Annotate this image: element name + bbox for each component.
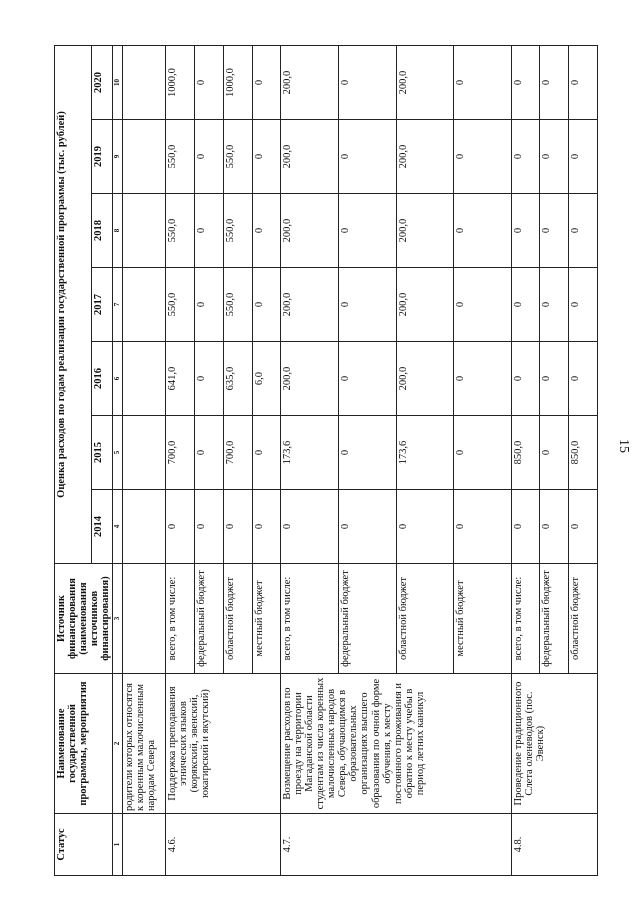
- amount-cell: 200,0: [281, 194, 339, 268]
- funding-source: областной бюджет: [396, 564, 454, 674]
- amount-cell: 0: [195, 268, 224, 342]
- amount-cell: 0: [252, 194, 281, 268]
- amount-cell: 0: [338, 46, 396, 120]
- amount-cell: 0: [195, 342, 224, 416]
- amount-cell: 0: [540, 120, 569, 194]
- funding-source: местный бюджет: [252, 564, 281, 674]
- page-number: 15: [616, 439, 631, 453]
- amount-cell: 0: [511, 194, 540, 268]
- amount-cell: 200,0: [281, 342, 339, 416]
- amount-cell: 200,0: [396, 120, 454, 194]
- header-year: 2016: [91, 342, 113, 416]
- column-number: 5: [113, 416, 123, 490]
- amount-cell: 0: [252, 268, 281, 342]
- amount-cell: 0: [454, 490, 512, 564]
- budget-table: [54, 45, 598, 876]
- amount-cell: 0: [540, 490, 569, 564]
- amount-cell: 173,6: [281, 416, 339, 490]
- column-number: 7: [113, 268, 123, 342]
- amount-cell: 550,0: [223, 194, 252, 268]
- row-name: Проведение традиционного Слета оленеводов (пос. Эвенск): [511, 674, 597, 814]
- amount-cell: 0: [454, 46, 512, 120]
- amount-cell: 0: [511, 490, 540, 564]
- amount-cell: 550,0: [223, 120, 252, 194]
- row-name: Поддержка преподавания этнических языков (корякский, эвенский, юкагирский и якутский): [166, 674, 281, 814]
- amount-cell: 550,0: [223, 268, 252, 342]
- column-number: 2: [113, 674, 123, 814]
- row-status: 4.7.: [281, 814, 511, 876]
- amount-cell: 700,0: [223, 416, 252, 490]
- amount-cell: 0: [396, 490, 454, 564]
- amount-cell: 0: [454, 120, 512, 194]
- amount-cell: 0: [540, 268, 569, 342]
- continuation-name: родители которых относятся к коренным малочисленным народам Севера: [123, 674, 166, 814]
- amount-cell: 0: [252, 120, 281, 194]
- amount-cell: 0: [338, 490, 396, 564]
- funding-source: всего, в том числе:: [511, 564, 540, 674]
- amount-cell: 641,0: [166, 342, 195, 416]
- amount-cell: 0: [223, 490, 252, 564]
- amount-cell: 1000,0: [166, 46, 195, 120]
- header-name: Наименование государственной программы, мероприятия: [55, 674, 113, 814]
- row-name: Возмещение расходов по проезду на территории Магаданской области студентам из числа коренных малочисленных народов Севера, обучающимся в образовательных организациях высшего образования по очной форме обучения, к месту постоянного проживания и обратно к месту учебы в период летних каникул: [281, 674, 511, 814]
- column-number: 9: [113, 120, 123, 194]
- amount-cell: 173,6: [396, 416, 454, 490]
- funding-source: всего, в том числе:: [166, 564, 195, 674]
- amount-cell: 0: [252, 46, 281, 120]
- header-year: 2018: [91, 194, 113, 268]
- amount-cell: 0: [166, 490, 195, 564]
- amount-cell: 550,0: [166, 268, 195, 342]
- funding-source: областной бюджет: [223, 564, 252, 674]
- table-row: [166, 46, 195, 876]
- amount-cell: 0: [454, 342, 512, 416]
- amount-cell: 0: [338, 120, 396, 194]
- amount-cell: 850,0: [511, 416, 540, 490]
- amount-cell: 200,0: [281, 46, 339, 120]
- amount-cell: 550,0: [166, 120, 195, 194]
- amount-cell: 0: [511, 342, 540, 416]
- amount-cell: 0: [454, 416, 512, 490]
- amount-cell: 635,0: [223, 342, 252, 416]
- amount-cell: 0: [569, 268, 598, 342]
- header-year: 2017: [91, 268, 113, 342]
- amount-cell: 0: [540, 46, 569, 120]
- amount-cell: 0: [540, 416, 569, 490]
- amount-cell: 200,0: [396, 46, 454, 120]
- funding-source: федеральный бюджет: [195, 564, 224, 674]
- column-number: 1: [113, 814, 123, 876]
- amount-cell: 0: [569, 120, 598, 194]
- header-year: 2014: [91, 490, 113, 564]
- amount-cell: 0: [252, 416, 281, 490]
- funding-source: всего, в том числе:: [281, 564, 339, 674]
- header-source: Источник финансирования (наименования источников финансирования): [55, 564, 113, 674]
- amount-cell: 850,0: [569, 416, 598, 490]
- rotated-table-container: [54, 46, 594, 876]
- amount-cell: 550,0: [166, 194, 195, 268]
- row-status: 4.8.: [511, 814, 597, 876]
- amount-cell: 0: [540, 194, 569, 268]
- column-number: 8: [113, 194, 123, 268]
- header-year: 2020: [91, 46, 113, 120]
- amount-cell: 0: [454, 268, 512, 342]
- amount-cell: 700,0: [166, 416, 195, 490]
- column-number: 3: [113, 564, 123, 674]
- amount-cell: 1000,0: [223, 46, 252, 120]
- column-number: 10: [113, 46, 123, 120]
- table-row: [511, 46, 540, 876]
- amount-cell: 0: [195, 46, 224, 120]
- amount-cell: 6,0: [252, 342, 281, 416]
- amount-cell: 0: [195, 490, 224, 564]
- amount-cell: 0: [454, 194, 512, 268]
- amount-cell: 0: [338, 416, 396, 490]
- amount-cell: 200,0: [396, 268, 454, 342]
- column-number: 6: [113, 342, 123, 416]
- amount-cell: 0: [569, 490, 598, 564]
- amount-cell: 0: [338, 268, 396, 342]
- header-status: Статус: [55, 814, 113, 876]
- amount-cell: 200,0: [281, 120, 339, 194]
- amount-cell: 0: [338, 194, 396, 268]
- amount-cell: 0: [281, 490, 339, 564]
- amount-cell: 0: [338, 342, 396, 416]
- amount-cell: 0: [569, 194, 598, 268]
- funding-source: федеральный бюджет: [540, 564, 569, 674]
- amount-cell: 200,0: [396, 342, 454, 416]
- amount-cell: 0: [569, 342, 598, 416]
- amount-cell: 0: [195, 416, 224, 490]
- amount-cell: 0: [252, 490, 281, 564]
- column-number: 4: [113, 490, 123, 564]
- amount-cell: 0: [511, 46, 540, 120]
- amount-cell: 200,0: [396, 194, 454, 268]
- amount-cell: 0: [540, 342, 569, 416]
- header-year: 2019: [91, 120, 113, 194]
- amount-cell: 0: [511, 268, 540, 342]
- row-status: 4.6.: [166, 814, 281, 876]
- funding-source: федеральный бюджет: [338, 564, 396, 674]
- header-year: 2015: [91, 416, 113, 490]
- amount-cell: 0: [569, 46, 598, 120]
- header-estimate: Оценка расходов по годам реализации государственной программы (тыс. рублей): [55, 46, 92, 564]
- amount-cell: 200,0: [281, 268, 339, 342]
- funding-source: областной бюджет: [569, 564, 598, 674]
- amount-cell: 0: [195, 120, 224, 194]
- table-row: [281, 46, 339, 876]
- funding-source: местный бюджет: [454, 564, 512, 674]
- amount-cell: 0: [195, 194, 224, 268]
- continuation-status: [123, 814, 166, 876]
- amount-cell: 0: [511, 120, 540, 194]
